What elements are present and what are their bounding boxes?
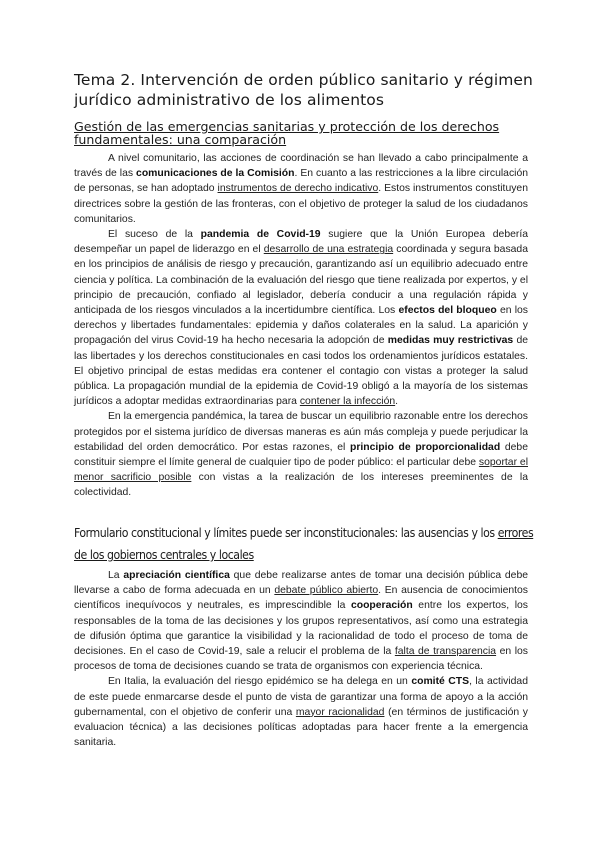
section2-paragraph-2 bbox=[74, 674, 528, 750]
bold-term: efectos del bloqueo bbox=[398, 305, 497, 317]
text-run: de las libertades y los derechos constitucionales en casi todos los ordenamientos jurídicos estatales. El objetivo principal de estas medidas era contener el contagio con vistas a proteger la salud pública. La propagación mundial de la epidemia de Covid-19 obligó a la mayoría de los sistemas jurídicos a adoptar medidas extraordinarias para bbox=[74, 335, 529, 408]
text-run: En Italia, la evaluación del riesgo epidémico se ha delega en un bbox=[108, 676, 412, 688]
text-run: A nivel comunitario, las acciones de coordinación se han llevado a cabo principalmente a través de las bbox=[74, 153, 528, 180]
text-run: debe constituir siempre el límite general de cualquier tipo de poder público: el particular debe bbox=[74, 441, 528, 469]
underlined-term: desarrollo de una estrategia bbox=[263, 244, 394, 256]
text-run: . bbox=[395, 396, 399, 408]
underlined-term: debate público abierto bbox=[274, 585, 379, 597]
text-run: sugiere que la Unión Europea debería desempeñar un papel de liderazgo en el bbox=[74, 229, 528, 256]
text-run: entre los expertos, los responsables de la toma de las decisiones y los grupos representativos, así como una estrategia de difusión óptima que garantice la visibilidad y la racionalidad de todo el proceso de toma de decisiones. En el caso de Covid-19, sale a relucir el problema de la bbox=[74, 600, 528, 658]
bold-term: cooperación bbox=[350, 600, 413, 612]
text-run: que debe realizarse antes de tomar una decisión pública debe llevarse a cabo de forma adecuada en un bbox=[74, 570, 529, 597]
section1-paragraph-3 bbox=[74, 409, 528, 500]
section2-paragraph-1 bbox=[74, 568, 528, 674]
section2-heading-text: Formulario constitucional y límites puede ser inconstitucionales: las ausencias y los bbox=[74, 526, 498, 540]
bold-term: principio de proporcionalidad bbox=[349, 441, 501, 453]
text-run: (en términos de justificación y evaluacion técnica) a las decisiones políticas adoptadas para hacer frente a la emergencia sanitaria. bbox=[74, 706, 528, 749]
text-run: coordinada y segura basada en los principios de análisis de riesgo y precaución, garantizando así un equilibrio adecuado entre ciencia y política. La combinación de la evaluación del riesgo que tiene realizada por expertos, y el principio de precaución, confiado al legislador, debería conducir a una regulación rápida y anticipada de los riesgos vinculados a la incertidumbre científica. Los bbox=[74, 244, 528, 317]
text-run: En la emergencia pandémica, la tarea de buscar un equilibrio razonable entre los derechos protegidos por el sistema jurídico de diversas maneras es aún más compleja y puede perjudicar la estabilidad del orden democrático. Por estas razones, el bbox=[74, 411, 528, 453]
bold-term: apreciación científica bbox=[123, 570, 230, 581]
underlined-term: falta de transparencia bbox=[394, 646, 497, 658]
section1-heading: Gestión de las emergencias sanitarias y protección de los derechos fundamentales: una comparación bbox=[74, 119, 500, 147]
underlined-term: soportar el menor sacrificio posible bbox=[74, 457, 528, 484]
underlined-term: mayor racionalidad bbox=[295, 706, 385, 718]
text-run: El suceso de la bbox=[108, 229, 201, 241]
section2-body bbox=[74, 568, 528, 750]
document-title: Tema 2. Intervención de orden público sanitario y régimen jurídico administrativo de los alimentos bbox=[74, 71, 533, 109]
bold-term: comité CTS bbox=[411, 676, 470, 688]
text-run: en los procesos de toma de decisiones cuando se trata de organismos con experiencia técnica. bbox=[74, 646, 528, 673]
section1-body bbox=[74, 151, 528, 501]
bold-term: pandemia de Covid-19 bbox=[200, 229, 321, 241]
underlined-term: instrumentos de derecho indicativo bbox=[217, 183, 379, 195]
section2-heading-underlined: errores de los gobiernos centrales y locales bbox=[74, 526, 534, 562]
text-run: , la actividad de este puede enmarcarse desde el punto de vista de garantizar una forma de apoyo a la acción gubernamental, con el objetivo de conferir una bbox=[74, 676, 528, 718]
text-run: en los derechos y libertades fundamentales: epidemia y daños colaterales en la salud. La aparición y propagación del virus Covid-19 ha hecho necesaria la adopción de bbox=[74, 305, 528, 347]
text-run: . En ausencia de conocimientos científicos inequívocos y neutrales, es imprescindible la bbox=[74, 585, 529, 612]
bold-term: comunicaciones de la Comisión bbox=[136, 168, 295, 180]
text-run: con vistas a la realización de los intereses preeminentes de la colectividad. bbox=[74, 472, 528, 499]
bold-term: medidas muy restrictivas bbox=[387, 335, 514, 347]
text-run: . Estos instrumentos constituyen directrices sobre la gestión de las fronteras, con el objetivo de proteger la salud de los ciudadanos comunitarios. bbox=[74, 183, 528, 225]
section1-paragraph-2 bbox=[74, 227, 528, 409]
section1-paragraph-1 bbox=[74, 151, 528, 227]
text-run: . En cuanto a las restricciones a la libre circulación de personas, se han adoptado bbox=[74, 168, 529, 195]
text-run: La bbox=[108, 570, 124, 581]
section2-heading bbox=[74, 522, 534, 566]
underlined-term: contener la infección bbox=[299, 396, 396, 408]
